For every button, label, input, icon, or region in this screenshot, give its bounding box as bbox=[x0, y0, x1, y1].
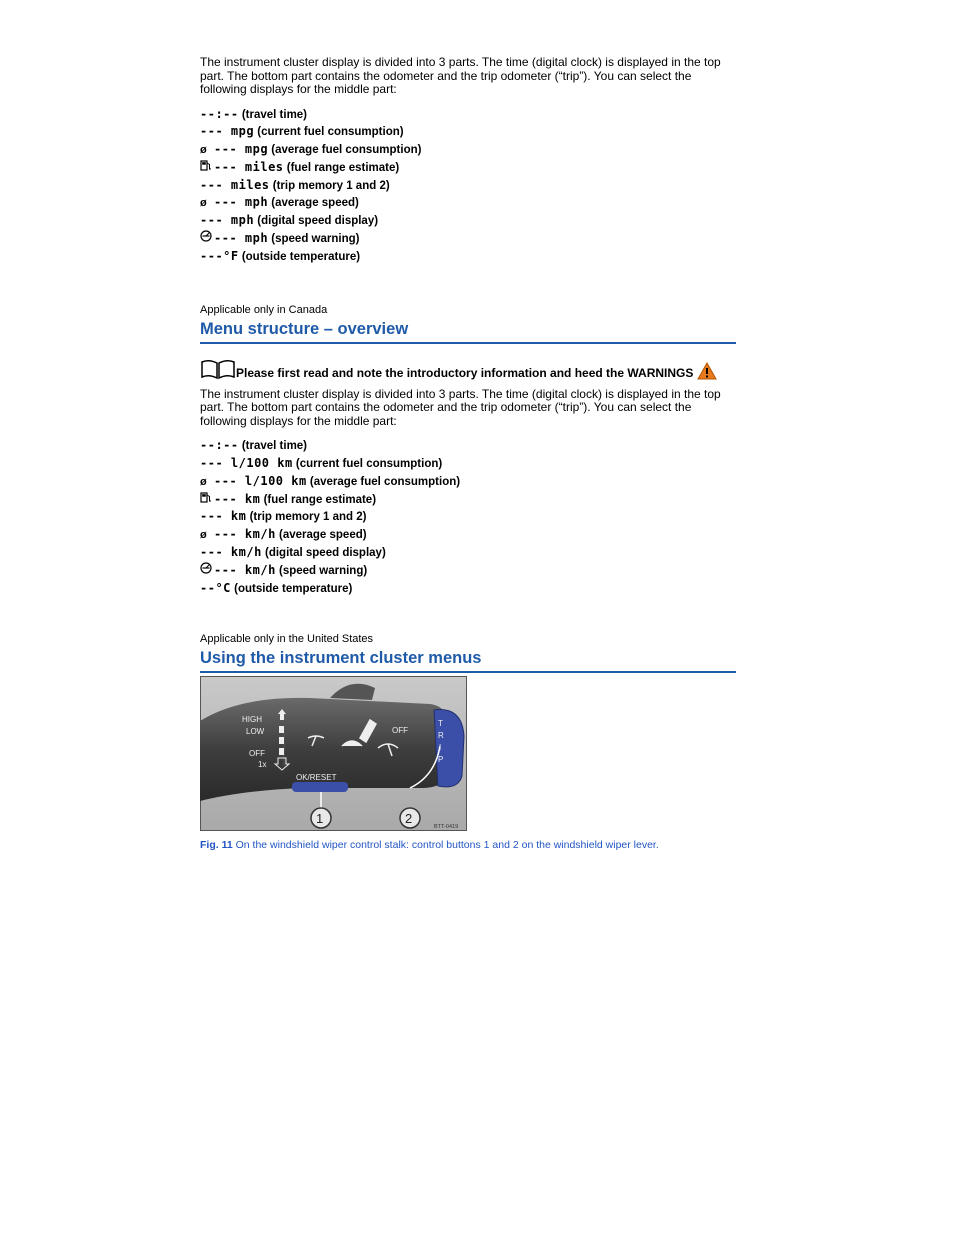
display-code: --- km bbox=[200, 509, 247, 524]
section3-heading: Using the instrument cluster menus bbox=[200, 649, 736, 673]
display-code: --:-- bbox=[200, 438, 239, 453]
section2-intro: The instrument cluster display is divided into 3 parts. The time (digital clock) is displayed in the top part. The bottom part contains the odometer and the trip odometer (“trip”). You can select the following displays for the middle part: bbox=[200, 386, 721, 428]
display-code: --- l/100 km bbox=[200, 455, 293, 470]
wiper-stalk-figure bbox=[200, 676, 467, 831]
display-item bbox=[200, 580, 736, 598]
display-description: (trip memory 1 and 2) bbox=[272, 179, 390, 192]
display-description: (speed warning) bbox=[271, 233, 360, 246]
display-code: --- l/100 km bbox=[214, 473, 307, 488]
display-description: (speed warning) bbox=[279, 564, 368, 577]
label-trip-p: P bbox=[438, 755, 444, 764]
display-code: --- mph bbox=[214, 195, 269, 210]
display-description: (outside temperature) bbox=[234, 582, 353, 595]
fuel-pump-icon bbox=[200, 491, 214, 510]
display-code: --- km/h bbox=[214, 562, 276, 577]
figure-code: BTT-0419 bbox=[434, 824, 459, 830]
caption-label: Fig. 11 bbox=[200, 839, 233, 851]
warning-triangle-icon bbox=[697, 362, 717, 380]
display-item bbox=[200, 544, 736, 562]
figure-caption bbox=[200, 839, 659, 851]
label-off-right: OFF bbox=[392, 726, 408, 735]
display-item bbox=[200, 248, 736, 266]
label-trip-t: T bbox=[438, 719, 443, 728]
display-description: (fuel range estimate) bbox=[286, 161, 400, 174]
display-item bbox=[200, 194, 736, 212]
svg-text:2: 2 bbox=[405, 811, 413, 826]
display-code: --- mpg bbox=[214, 142, 269, 157]
display-description: (fuel range estimate) bbox=[263, 493, 377, 506]
label-high: HIGH bbox=[242, 715, 262, 724]
label-low: LOW bbox=[246, 727, 265, 736]
label-1x: 1x bbox=[258, 760, 267, 769]
section1-intro: The instrument cluster display is divided into 3 parts. The time (digital clock) is displayed in the top part. The bottom part contains the odometer and the trip odometer (“trip”). You can select the following displays for the middle part: bbox=[200, 55, 721, 96]
section3-applicability: Applicable only in the United States bbox=[200, 633, 374, 646]
display-code: --- miles bbox=[214, 159, 284, 174]
speed-warning-icon bbox=[200, 230, 214, 249]
display-item bbox=[200, 159, 736, 177]
average-symbol: ø bbox=[200, 475, 207, 488]
average-symbol: ø bbox=[200, 529, 207, 542]
wiper-stalk-illustration bbox=[200, 676, 467, 831]
display-description: (average fuel consumption) bbox=[271, 144, 422, 157]
display-description: (current fuel consumption) bbox=[295, 457, 443, 470]
display-code: --- mph bbox=[214, 231, 269, 246]
display-item bbox=[200, 123, 736, 141]
display-code: --°C bbox=[200, 580, 231, 595]
fuel-pump-icon bbox=[200, 159, 214, 178]
caption-text: On the windshield wiper control stalk: control buttons 1 and 2 on the windshield wiper lever. bbox=[235, 839, 659, 851]
section2-applicability: Applicable only in Canada bbox=[200, 303, 328, 316]
display-code: --- km bbox=[214, 491, 261, 506]
display-item bbox=[200, 455, 736, 473]
display-item bbox=[200, 177, 736, 195]
open-book-icon bbox=[200, 358, 236, 380]
display-item bbox=[200, 230, 736, 248]
note-text: Please first read and note the introductory information and heed the WARNINGS bbox=[236, 365, 694, 380]
display-description: (average speed) bbox=[279, 529, 367, 542]
display-description: (travel time) bbox=[241, 440, 308, 453]
display-description: (digital speed display) bbox=[265, 546, 386, 559]
display-item bbox=[200, 212, 736, 230]
svg-text:1: 1 bbox=[316, 811, 324, 826]
display-code: --- mpg bbox=[200, 124, 255, 139]
display-description: (travel time) bbox=[241, 108, 308, 121]
warning-note bbox=[200, 358, 736, 380]
display-description: (digital speed display) bbox=[257, 215, 379, 228]
section2-heading: Menu structure – overview bbox=[200, 320, 736, 344]
display-item bbox=[200, 106, 736, 124]
display-code: --:-- bbox=[200, 106, 239, 121]
display-item bbox=[200, 491, 736, 509]
display-item bbox=[200, 473, 736, 491]
label-off-left: OFF bbox=[249, 749, 265, 758]
label-ok-reset: OK/RESET bbox=[296, 773, 337, 782]
average-symbol: ø bbox=[200, 197, 207, 210]
display-description: (trip memory 1 and 2) bbox=[249, 511, 367, 524]
display-description: (outside temperature) bbox=[241, 250, 361, 263]
display-code: --- miles bbox=[200, 177, 270, 192]
display-description: (current fuel consumption) bbox=[257, 126, 404, 139]
label-trip-r: R bbox=[438, 731, 444, 740]
section2-display-list bbox=[200, 437, 736, 597]
section1-display-list bbox=[200, 106, 736, 266]
label-trip-i: I bbox=[439, 743, 442, 752]
display-description: (average fuel consumption) bbox=[309, 475, 461, 488]
page-content bbox=[200, 56, 736, 673]
display-code: --- km/h bbox=[200, 544, 262, 559]
display-code: ---°F bbox=[200, 248, 239, 263]
display-item bbox=[200, 437, 736, 455]
display-item bbox=[200, 508, 736, 526]
display-code: --- km/h bbox=[214, 527, 276, 542]
display-description: (average speed) bbox=[271, 197, 359, 210]
display-code: --- mph bbox=[200, 213, 255, 228]
display-item bbox=[200, 562, 736, 580]
display-item bbox=[200, 141, 736, 159]
speed-warning-icon bbox=[200, 562, 214, 581]
average-symbol: ø bbox=[200, 144, 207, 157]
display-item bbox=[200, 526, 736, 544]
